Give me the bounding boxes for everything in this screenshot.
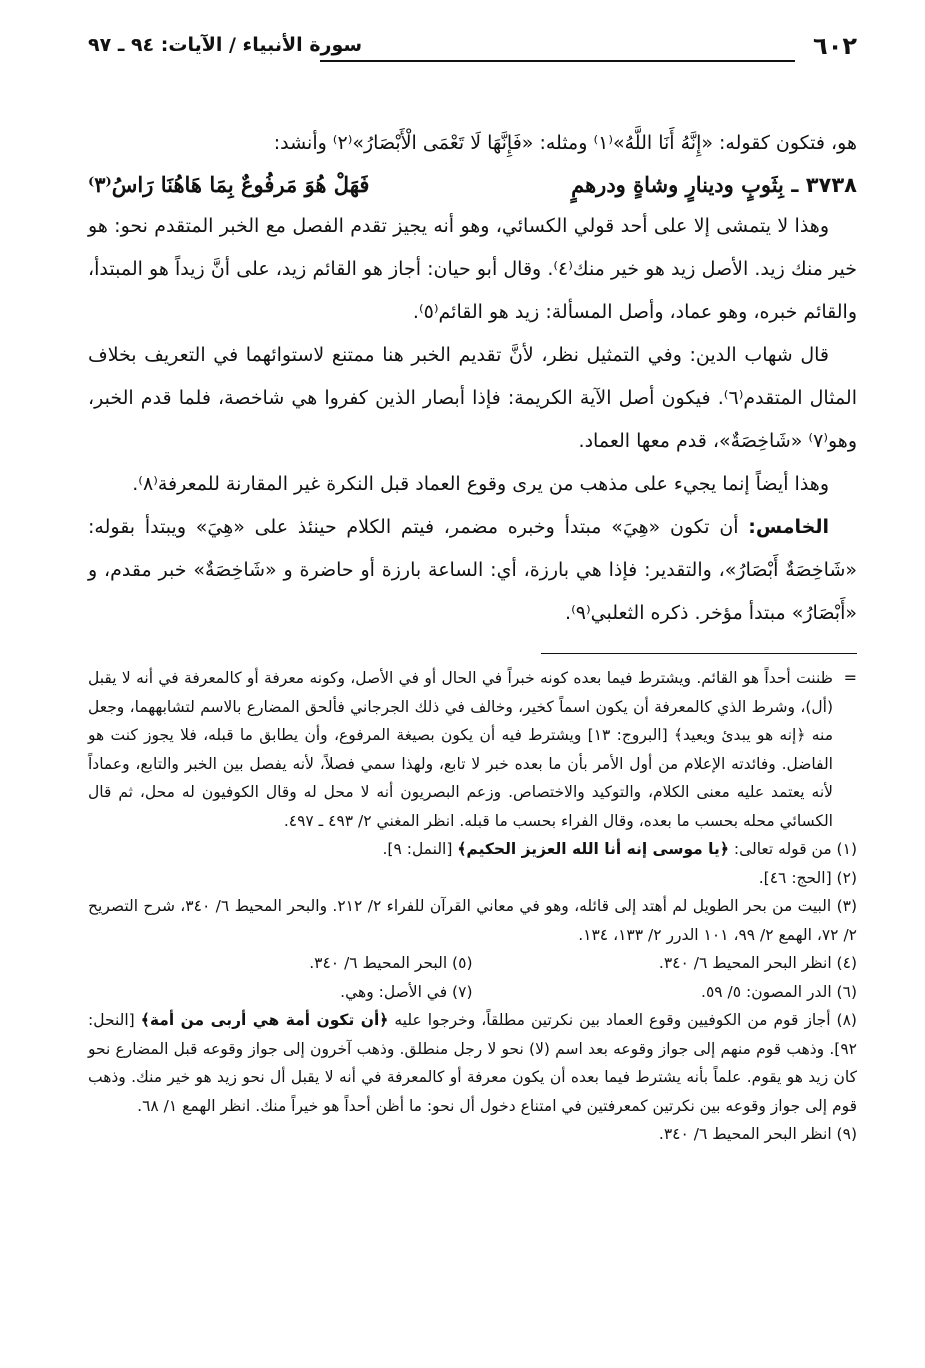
footnote-5: (٥) البحر المحيط ٦/ ٣٤٠. — [309, 954, 473, 972]
verse-first-half — [571, 165, 857, 205]
header-rule — [320, 60, 795, 62]
footnote-2: (٢) [الحج: ٤٦]. — [758, 868, 857, 887]
running-title: سورة الأنبياء / الآيات: ٩٤ ـ ٩٧ — [88, 34, 363, 56]
verse-hemistich-1: بِثَوبٍ ودينارٍ وشاةٍ ودرهمٍ — [571, 172, 784, 197]
footnotes — [88, 664, 857, 1149]
page-number: ٦٠٢ — [813, 32, 857, 60]
page-header — [88, 30, 857, 64]
footnote-3: (٣) البيت من بحر الطويل لم أهتد إلى قائله، وهو في معاني القرآن للفراء ٢/ ٢١٢. والبحر المحيط ٦/ ٣٤٠، شرح التصريح ٢/ ٧٢، الهمع ٢/ ٩٩، ١٠١ الدرر ٢/ ١٣٣، ١٣٤. — [88, 897, 858, 944]
footnote-row-4-5 — [88, 949, 857, 978]
paragraph-intro: هو، فتكون كقوله: «إِنَّهُ أَنَا اللَّهُ»⁽١⁾ ومثله: «فَإِنَّهَا لَا تَعْمَى الْأَبْصَارُ»⁽٢⁾ وأنشد: — [273, 132, 857, 154]
verse-hemistich-2: فَهَلْ هُوَ مَرفُوعٌ بِمَا هَاهُنَا رَاسُ⁽٣⁾ — [88, 172, 370, 197]
poetry-verse — [88, 165, 857, 205]
footnote-1-ref: [النمل: ٩]. — [382, 840, 453, 858]
paragraph-emad: وهذا أيضاً إنما يجيء على مذهب من يرى وقوع العماد قبل النكرة غير المقارنة للمعرفة⁽٨⁾. — [132, 473, 829, 495]
verse-number: ٣٧٣٨ ـ — [791, 173, 857, 197]
footnote-7: (٧) في الأصل: وهي. — [340, 982, 473, 1001]
footnote-1-text: (١) من قوله تعالى: — [733, 840, 857, 858]
fifth-text: أن تكون «هِيَ» مبتدأ وخبره مضمر، فيتم الكلام حينئذ على «هِيَ» ويبتدأ بقوله: «شَاخِصَةٌ أَبْصَارُ»، والتقدير: فإذا هي بارزة، أي: الساعة بارزة أو حاضرة و «شَاخِصَةٌ» خبر مقدم، و «أَبْصَارُ» مبتدأ مؤخر. ذكره الثعلبي⁽٩⁾. — [88, 516, 857, 624]
paragraph-kisai: وهذا لا يتمشى إلا على أحد قولي الكسائي، وهو أنه يجيز تقدم الفصل مع الخبر المتقدم نحو: هو خير منك زيد. الأصل زيد هو خير منك⁽٤⁾. وقال أبو حيان: أجاز هو القائم زيد، على أنَّ زيداً هو المبتدأ، والقائم خبره، وهو عماد، وأصل المسألة: زيد هو القائم⁽٥⁾. — [88, 215, 857, 323]
fifth-label: الخامس: — [748, 516, 829, 538]
continuation-text: ظننت أحداً هو القائم. ويشترط فيما بعده كونه خبراً في الحال أو في الأصل، وكونه معرفة أو كالمعرفة في أنه لا يقبل (أل)، وشرط الذي كالمعرفة أن يكون اسماً كخير، وخالف في ذلك الجرجاني فألحق المضارع بالاسم لتشابههما، وجعل منه ﴿إنه هو يبدئ ويعيد﴾ [البروج: ١٣] ويشترط فيه أن يكون بصيغة المرفوع، وأن يطابق ما قبله، فلا يجوز كنت هو الفاضل. وفائدته الإعلام من أول الأمر بأن ما بعده خبر لا تابع، ولهذا سمي فصلاً، لأنه يفصل بين الخبر والتابع، وعماداً لأنه يعتمد عليه معنى الكلام، والتوكيد والاختصاص. وزعم البصريون أنه لا محل له وقال الكوفيون له محل، ثم قال الكسائي محله بحسب ما بعده، وقال الفراء بحسب ما قبله. انظر المغني ٢/ ٤٩٣ ـ ٤٩٧. — [88, 669, 833, 830]
footnote-8 — [88, 1006, 857, 1120]
paragraph-fifth — [88, 506, 857, 635]
footnote-4: (٤) انظر البحر المحيط ٦/ ٣٤٠. — [658, 954, 857, 972]
paragraph-shihab: قال شهاب الدين: وفي التمثيل نظر، لأنَّ تقديم الخبر هنا ممتنع لاستوائهما في التعريف بخلاف المثال المتقدم⁽٦⁾. فيكون أصل الآية الكريمة: فإذا أبصار الذين كفروا هي شاخصة، فلما قدم الخبر، وهو⁽٧⁾ «شَاخِصَةٌ»، قدم معها العماد. — [88, 344, 857, 452]
quran-quote: ﴿يا موسى إنه أنا الله العزيز الحكيم﴾ — [457, 840, 729, 858]
footnote-continuation — [88, 664, 857, 835]
footnote-9: (٩) انظر البحر المحيط ٦/ ٣٤٠. — [658, 1125, 857, 1143]
book-page — [88, 30, 857, 1368]
continuation-mark: = — [843, 668, 857, 687]
main-text — [88, 122, 857, 635]
footnote-separator — [541, 653, 857, 654]
quran-quote: ﴿أن تكون أمة هي أربى من أمة﴾ — [140, 1011, 389, 1029]
footnote-8-text: (٨) أجاز قوم من الكوفيين وقوع العماد بين نكرتين مطلقاً، وخرجوا عليه — [394, 1011, 857, 1029]
footnote-6: (٦) الدر المصون: ٥/ ٥٩. — [701, 982, 857, 1001]
footnote-8-rest: [النحل: ٩٢]. وذهب قوم منهم إلى جواز وقوعه بعد اسم (لا) نحو لا رجل منطلق. وذهب آخرون إلى جواز وقوعه قبل المضارع نحو كان زيد هو يقوم. علماً بأنه يشترط فيما بعده أن يكون معرفة أو كالمعرفة في أنه لا يقبل أل نحو زيد هو خير منك. وذهب قوم إلى جواز وقوعه بين نكرتين كمعرفتين في امتناع دخول أل نحو: ما أظن أحداً هو خيراً منك. انظر الهمع ١/ ٦٨. — [88, 1011, 857, 1115]
footnote-row-6-7 — [88, 978, 857, 1007]
footnote-1 — [88, 835, 857, 864]
